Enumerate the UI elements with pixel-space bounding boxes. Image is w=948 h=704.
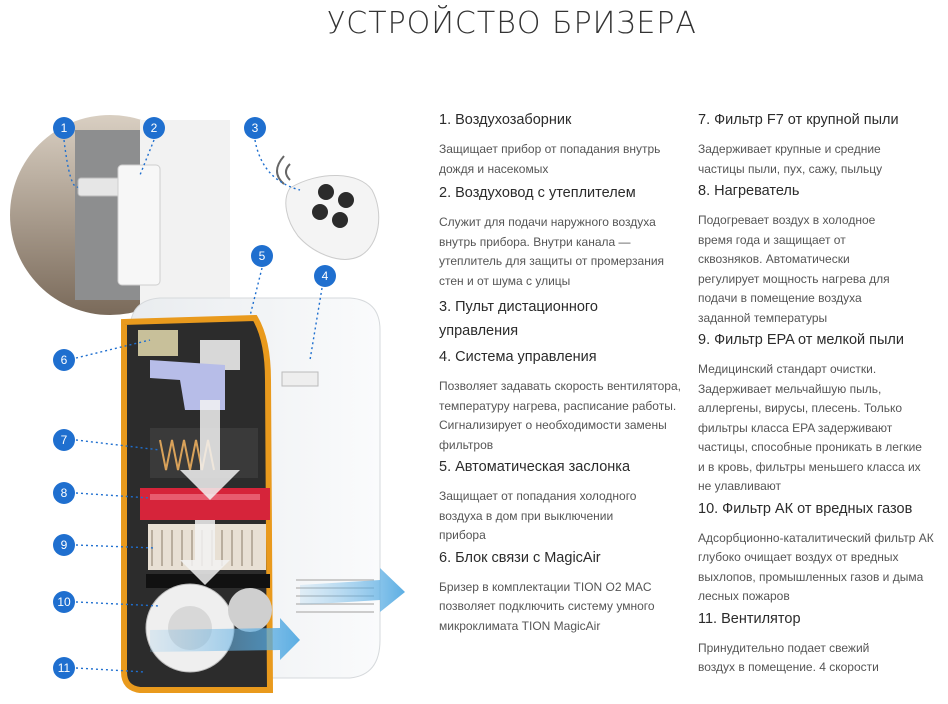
component-title: 1. Воздухозаборник <box>439 112 572 128</box>
svg-text:10: 10 <box>57 595 71 609</box>
component-1 <box>439 108 689 179</box>
marker-3 <box>244 117 266 139</box>
component-desc: Задерживает крупные и средние частицы пыли, пух, сажу, пыльцу <box>698 142 883 176</box>
svg-text:2: 2 <box>150 121 158 135</box>
component-3 <box>439 295 689 343</box>
component-desc: Медицинский стандарт очистки. Задерживает мельчайшую пыль, аллергены, вирусы, плесень. Только фильтры класса EPA задерживают частицы, способные проникать в легкие и в кровь, фильтры меньшего класса их не улавливают <box>698 362 922 493</box>
breezer-body <box>124 298 405 690</box>
component-10 <box>698 497 938 607</box>
component-desc: Адсорбционно-каталитический фильтр АК глубоко очищает воздух от вредных выхлопов, промышленных газов и дыма лесных пожаров <box>698 530 934 603</box>
component-6 <box>439 546 689 637</box>
svg-text:3: 3 <box>251 121 259 135</box>
component-7 <box>698 108 938 179</box>
component-8 <box>698 179 938 328</box>
component-title: 7. Фильтр F7 от крупной пыли <box>698 112 899 128</box>
svg-text:6: 6 <box>60 353 68 367</box>
component-desc: Защищает от попадания холодного воздуха в дом при выключении прибора <box>439 489 637 542</box>
marker-7 <box>53 429 75 451</box>
components-column-2 <box>698 108 938 678</box>
component-title: 11. Вентилятор <box>698 610 801 627</box>
svg-text:8: 8 <box>60 486 68 500</box>
component-title: 9. Фильтр EPA от мелкой пыли <box>698 332 904 348</box>
marker-10 <box>53 591 75 613</box>
marker-11 <box>53 657 75 679</box>
svg-text:7: 7 <box>60 433 68 447</box>
svg-text:5: 5 <box>258 249 266 263</box>
component-5 <box>439 455 689 546</box>
page-title: УСТРОЙСТВО БРИЗЕРА <box>327 6 697 41</box>
marker-2 <box>143 117 165 139</box>
component-title: 10. Фильтр АК от вредных газов <box>698 500 913 517</box>
components-column-1 <box>439 108 689 636</box>
component-title: 8. Нагреватель <box>698 183 800 199</box>
svg-text:1: 1 <box>60 121 68 135</box>
component-title: 6. Блок связи с MagicAir <box>439 549 601 566</box>
component-desc: Защищает прибор от попадания внутрь дождя и насекомых <box>439 142 661 176</box>
component-title: 2. Воздуховод с утеплителем <box>439 185 636 201</box>
marker-5 <box>251 245 273 267</box>
marker-8 <box>53 482 75 504</box>
component-desc: Служит для подачи наружного воздуха внутрь прибора. Внутри канала — утеплитель для защиты от промерзания стен и от шума с улицы <box>439 215 665 288</box>
marker-9 <box>53 534 75 556</box>
outdoor-scene <box>10 115 230 315</box>
component-title: 5. Автоматическая заслонка <box>439 459 631 475</box>
component-desc: Принудительно подает свежий воздух в помещение. 4 скорости <box>698 640 879 674</box>
breezer-diagram <box>0 0 440 704</box>
svg-text:4: 4 <box>321 269 329 283</box>
component-desc: Подогревает воздух в холодное время года и защищает от сквозняков. Автоматически регулирует мощность нагрева для подачи в помещение воздуха заданной температуры <box>698 213 890 325</box>
marker-4 <box>314 265 336 287</box>
marker-6 <box>53 349 75 371</box>
component-4 <box>439 345 689 455</box>
component-desc: Бризер в комплектации TION O2 MAC позволяет подключить систему умного микроклимата TION MagicAir <box>439 579 655 633</box>
marker-1 <box>53 117 75 139</box>
component-2 <box>439 181 689 291</box>
remote-control <box>277 156 379 259</box>
component-11 <box>698 607 938 678</box>
component-9 <box>698 328 938 497</box>
svg-text:9: 9 <box>60 538 68 552</box>
component-title: 3. Пульт дистационного управления <box>439 299 598 339</box>
component-desc: Позволяет задавать скорость вентилятора, температуру нагрева, расписание работы. Сигнализирует о необходимости замены фильтров <box>439 379 681 452</box>
svg-text:11: 11 <box>57 661 71 675</box>
component-title: 4. Система управления <box>439 349 597 365</box>
